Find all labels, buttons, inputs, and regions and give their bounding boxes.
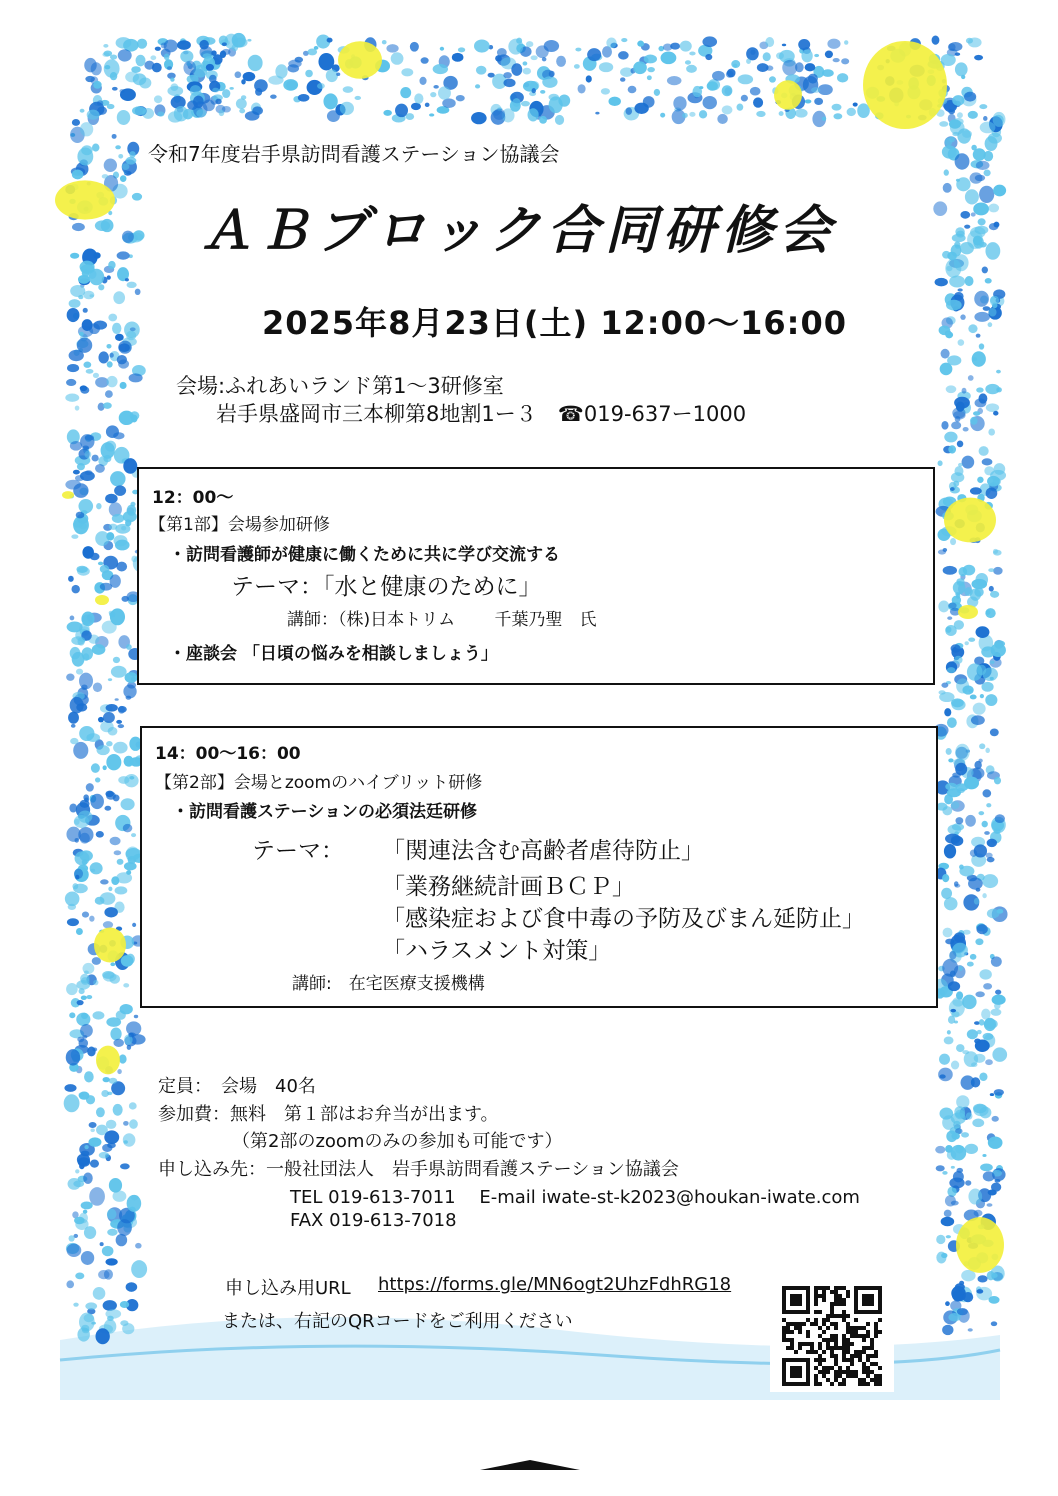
organizer-heading: 令和7年度岩手県訪問看護ステーション協議会 — [148, 142, 560, 166]
fee: 参加費：無料 第１部はお弁当が出ます。 — [158, 1104, 499, 1125]
contact: 申し込み先：一般社団法人 岩手県訪問看護ステーション協議会 — [158, 1159, 679, 1180]
bottom-arrow-icon — [480, 1456, 580, 1476]
part2-lecturer: 講師: 在宅医療支援機構 — [292, 974, 485, 994]
part2-theme-item: 「関連法含む高齢者虐待防止」 — [382, 838, 704, 864]
apply-url-link[interactable]: https://forms.gle/MN6ogt2UhzFdhRG18 — [378, 1274, 732, 1295]
venue-name: 会場:ふれあいランド第1～3研修室 — [176, 374, 504, 398]
part2-heading: 【第2部】会場とzoomのハイブリット研修 — [155, 773, 483, 793]
part2-theme-item: 「ハラスメント対策」 — [382, 938, 612, 964]
part2-theme-item: 「業務継続計画ＢＣＰ」 — [382, 874, 635, 900]
qr-note: または、右記のQRコードをご利用ください — [222, 1311, 573, 1332]
part2-theme-item: 「感染症および食中毒の予防及びまん延防止」 — [382, 906, 865, 932]
fee-note: （第2部のzoomのみの参加も可能です） — [232, 1131, 563, 1152]
part2-box — [140, 726, 938, 1008]
part1-discussion: ・座談会 「日頃の悩みを相談しましょう」 — [169, 644, 498, 664]
venue-address: 岩手県盛岡市三本柳第8地割1ー３ ☎019-637ー1000 — [216, 402, 747, 426]
event-date: 2025年8月23日(土) 12:00～16:00 — [262, 304, 847, 342]
part1-time: 12：00～ — [152, 488, 234, 508]
part1-heading: 【第1部】会場参加研修 — [149, 515, 330, 535]
part1-theme: テーマ：「水と健康のために」 — [231, 574, 542, 600]
part1-lecturer: 講師：（株)日本トリム 千葉乃聖 氏 — [287, 610, 597, 630]
part1-subtitle: ・訪問看護師が健康に働くために共に学び交流する — [169, 545, 560, 565]
part2-theme-label: テーマ： — [252, 838, 344, 864]
part2-time: 14：00～16：00 — [155, 744, 301, 764]
contact-fax: FAX 019-613-7018 — [290, 1210, 457, 1231]
capacity: 定員： 会場 40名 — [158, 1076, 316, 1097]
qr-code[interactable] — [770, 1280, 894, 1392]
part2-subtitle: ・訪問看護ステーションの必須法廷研修 — [172, 802, 477, 822]
part1-box — [137, 467, 935, 685]
contact-tel-email: TEL 019-613-7011 E-mail iwate-st-k2023@houkan-iwate.com — [290, 1187, 860, 1208]
page-title: ＡＢブロック合同研修会 — [200, 201, 837, 261]
url-label: 申し込み用URL — [225, 1278, 351, 1299]
